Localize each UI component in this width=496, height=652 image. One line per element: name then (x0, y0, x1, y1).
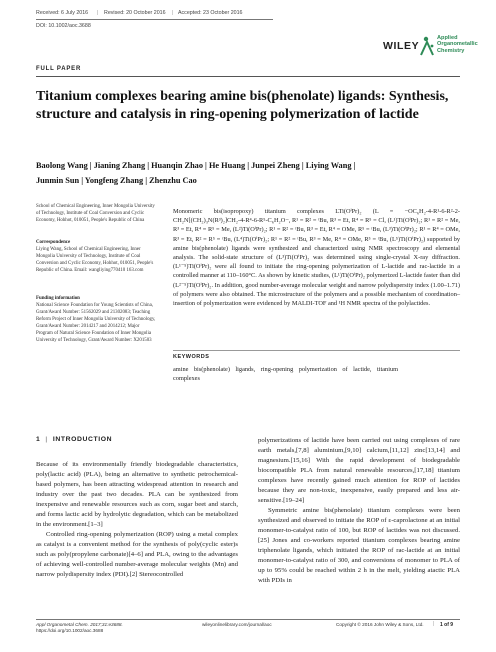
correspondence: Liying Wang, School of Chemical Engineering, Inner Mongolia University of Technology, Institute of Coal Conversion and Cyclic Economy, Hohhot, 010051, People's Republic of China. Email: wangliying770410 163.com (36, 247, 154, 273)
affiliation: School of Chemical Engineering, Inner Mongolia University of Technology, Institute of Coal Conversion and Cyclic Economy, Hohhot, 010051, People's Republic of China (36, 204, 155, 223)
footer-citation: Appl Organometal Chem. 2017;31:e3688. (36, 622, 123, 627)
intro-right-column (258, 436, 460, 586)
funding: National Science Foundation for Young Scientists of China, Grant/Award Number: 51562029 and 21302083; Teaching Reform Project of Inner Mongolia University of Technology, Grant/Award Number: 2014217 and 2014212; Major Program of Natural Science Foundation of Inner Mongolia University of Technology, Grant/Award Number: X201503 (36, 303, 156, 343)
footer-doi-link[interactable]: https://doi.org/10.1002/aoc.3688 (36, 628, 104, 633)
intro-left-paragraph-2: Controlled ring-opening polymerization (ROP) using a metal complex as catalyst is a convenient method for the synthesis of poly(cyclic ester)s such as poly(propylene carbonate)[4–6] and PLA, owing to the advantages of achieving well-controlled number-average molecular weights (Mn) and narrow polydispersity index (PDI).[2] Stereocontrolled (36, 531, 238, 578)
article-title: Titanium complexes bearing amine bis(phenolate) ligands: Synthesis, structure and catalysis in ring-opening polymerization of lactide (36, 89, 449, 122)
divider: | (97, 10, 99, 16)
funding-heading: Funding information (36, 296, 80, 301)
authors-line-1: Baolong Wang | Jianing Zhang | Huanqin Zhao | He Huang | Junpei Zheng | Liying Wang | (36, 161, 356, 170)
authors-line-2: Junmin Sun | Yongfeng Zhang | Zhenzhu Cao (36, 176, 197, 185)
intro-right-paragraph-2: Symmetric amine bis(phenolate) titanium complexes were been synthesized and observed to initiate the ROP of ε-caprolactone at an initial monomer-to-catalyst ratio of 100, but ROP of lactides was not discussed.[25] Jones and co-workers reported titanium complexes bearing amine triphenolate ligands, which initiated the ROP of rac-lactide at an initial monomer-to-catalyst ratio of 300, and conversions of monomer to PLA of up to 95% could be reached within 2 h in the melt, yielding atactic PLA with PDIs in (258, 507, 460, 584)
doi[interactable]: DOI: 10.1002/aoc.3688 (36, 23, 91, 29)
intro-right-paragraph-1: polymerizations of lactide have been carried out using complexes of rare earth metals,[7,8] aluminium,[9,10] calcium,[11,12] zinc[13,14] and magnesium.[15,16] With the rapid development of biodegradable biocompatible PLA from natural renewable resources,[17,18] titanium complexes have recently gained much attention for ROP of lactides because they are non-toxic, inexpensive, easily prepared and less air-sensitive.[19–24] (258, 437, 460, 504)
article-type-rule (36, 76, 460, 77)
section-number: 1 (36, 436, 41, 443)
correspondence-heading: Correspondence (36, 240, 71, 245)
revised-date: Revised: 20 October 2016 (104, 10, 166, 16)
divider: | (433, 621, 435, 627)
journal-name-line2: Organometallic (437, 41, 478, 48)
journal-name-line1: Applied (437, 35, 458, 41)
received-date: Received: 6 July 2016 (36, 10, 89, 16)
article-type: FULL PAPER (36, 66, 82, 72)
accepted-date: Accepted: 23 October 2016 (178, 10, 243, 16)
journal-name (437, 35, 478, 54)
abstract: Monomeric bis(isopropoxy) titanium complexes LTi(OⁱPr)₂ (L = −OC₆H₂-4-R¹-6-R²-2-CH₂N[(CH₂)₃N(R³)₂]CH₂-4-R⁴-6-R⁵-C₆H₂O−, R¹ = R² = ᵗBu, R³ = Et, R⁴ = R⁵ = Cl, (L¹)Ti(OⁱPr)₂; R¹ = R² = Me, R³ = Et, R⁴ = R⁵ = Me, (L²)Ti(OⁱPr)₂; R¹ = R² = ᵗBu, R³ = Et, R⁴ = OMe, R⁵ = ᵗBu, (L³)Ti(OⁱPr)₂; R¹ = R⁴ = OMe, R³ = Et, R² = R⁵ = ᵗBu, (L⁴)Ti(OⁱPr)₂; R¹ = R² = ᵗBu, R³ = Me, R⁴ = OMe, R⁵ = ᵗBu, (L⁵)Ti(OⁱPr)₂) supported by amine bis(phenolate) ligands were synthesized and characterized using NMR spectroscopy and elemental analysis. The solid-state structure of (L³)Ti(OⁱPr)₂ was determined using single-crystal X-ray diffraction. (L¹⁻⁵)Ti(OⁱPr)₂ were all found to initiate the ring-opening polymerization of L-lactide and rac-lactide in a controlled manner at 110–160°C. As shown by kinetic studies, (L¹)Ti(OⁱPr)₂ polymerized L-lactide faster than did (L²⁻⁵)Ti(OⁱPr)₂. In addition, good number-average molecular weight and narrow polydispersity index (1.00–1.71) of polymers were also obtained. The microstructure of the polymers and a possible mechanism of coordination–insertion of polymerization were evidenced by MALDI-TOF and ¹H NMR spectra of the polylactides. (173, 208, 460, 308)
wiley-journal-logo (418, 33, 437, 57)
journal-name-line3: Chemistry (437, 47, 465, 54)
footer-website[interactable]: wileyonlinelibrary.com/journal/aoc (202, 622, 272, 627)
keywords-heading: KEYWORDS (173, 354, 210, 360)
section-heading (36, 436, 112, 443)
footer-copyright: Copyright © 2016 John Wiley & Sons, Ltd. (336, 622, 424, 627)
footer-rule (36, 619, 460, 620)
header-rule (36, 19, 273, 20)
divider: | (172, 10, 174, 16)
abstract-rule (173, 350, 460, 351)
wiley-logo[interactable]: WILEY (383, 40, 420, 52)
page-number: 1 of 9 (440, 622, 454, 628)
divider: | (42, 436, 51, 443)
intro-left-column (36, 460, 238, 580)
keywords: amine bis(phenolate) ligands, ring-opening polymerization of lactide, titanium complexes (173, 366, 398, 383)
section-title: INTRODUCTION (52, 436, 113, 443)
intro-left-paragraph-1: Because of its environmentally friendly biodegradable characteristics, poly(lactic acid) (PLA), being an alternative to synthetic petrochemical-based polymers, has been attracting widespread attention in research and industry over the past two decades. PLA can be synthesized from inexpensive and renewable resources such as corn, sugar beet and starch, and forms lactic acid by hydrolytic degradation, which can be metabolized in the environment.[1–3] (36, 461, 238, 528)
